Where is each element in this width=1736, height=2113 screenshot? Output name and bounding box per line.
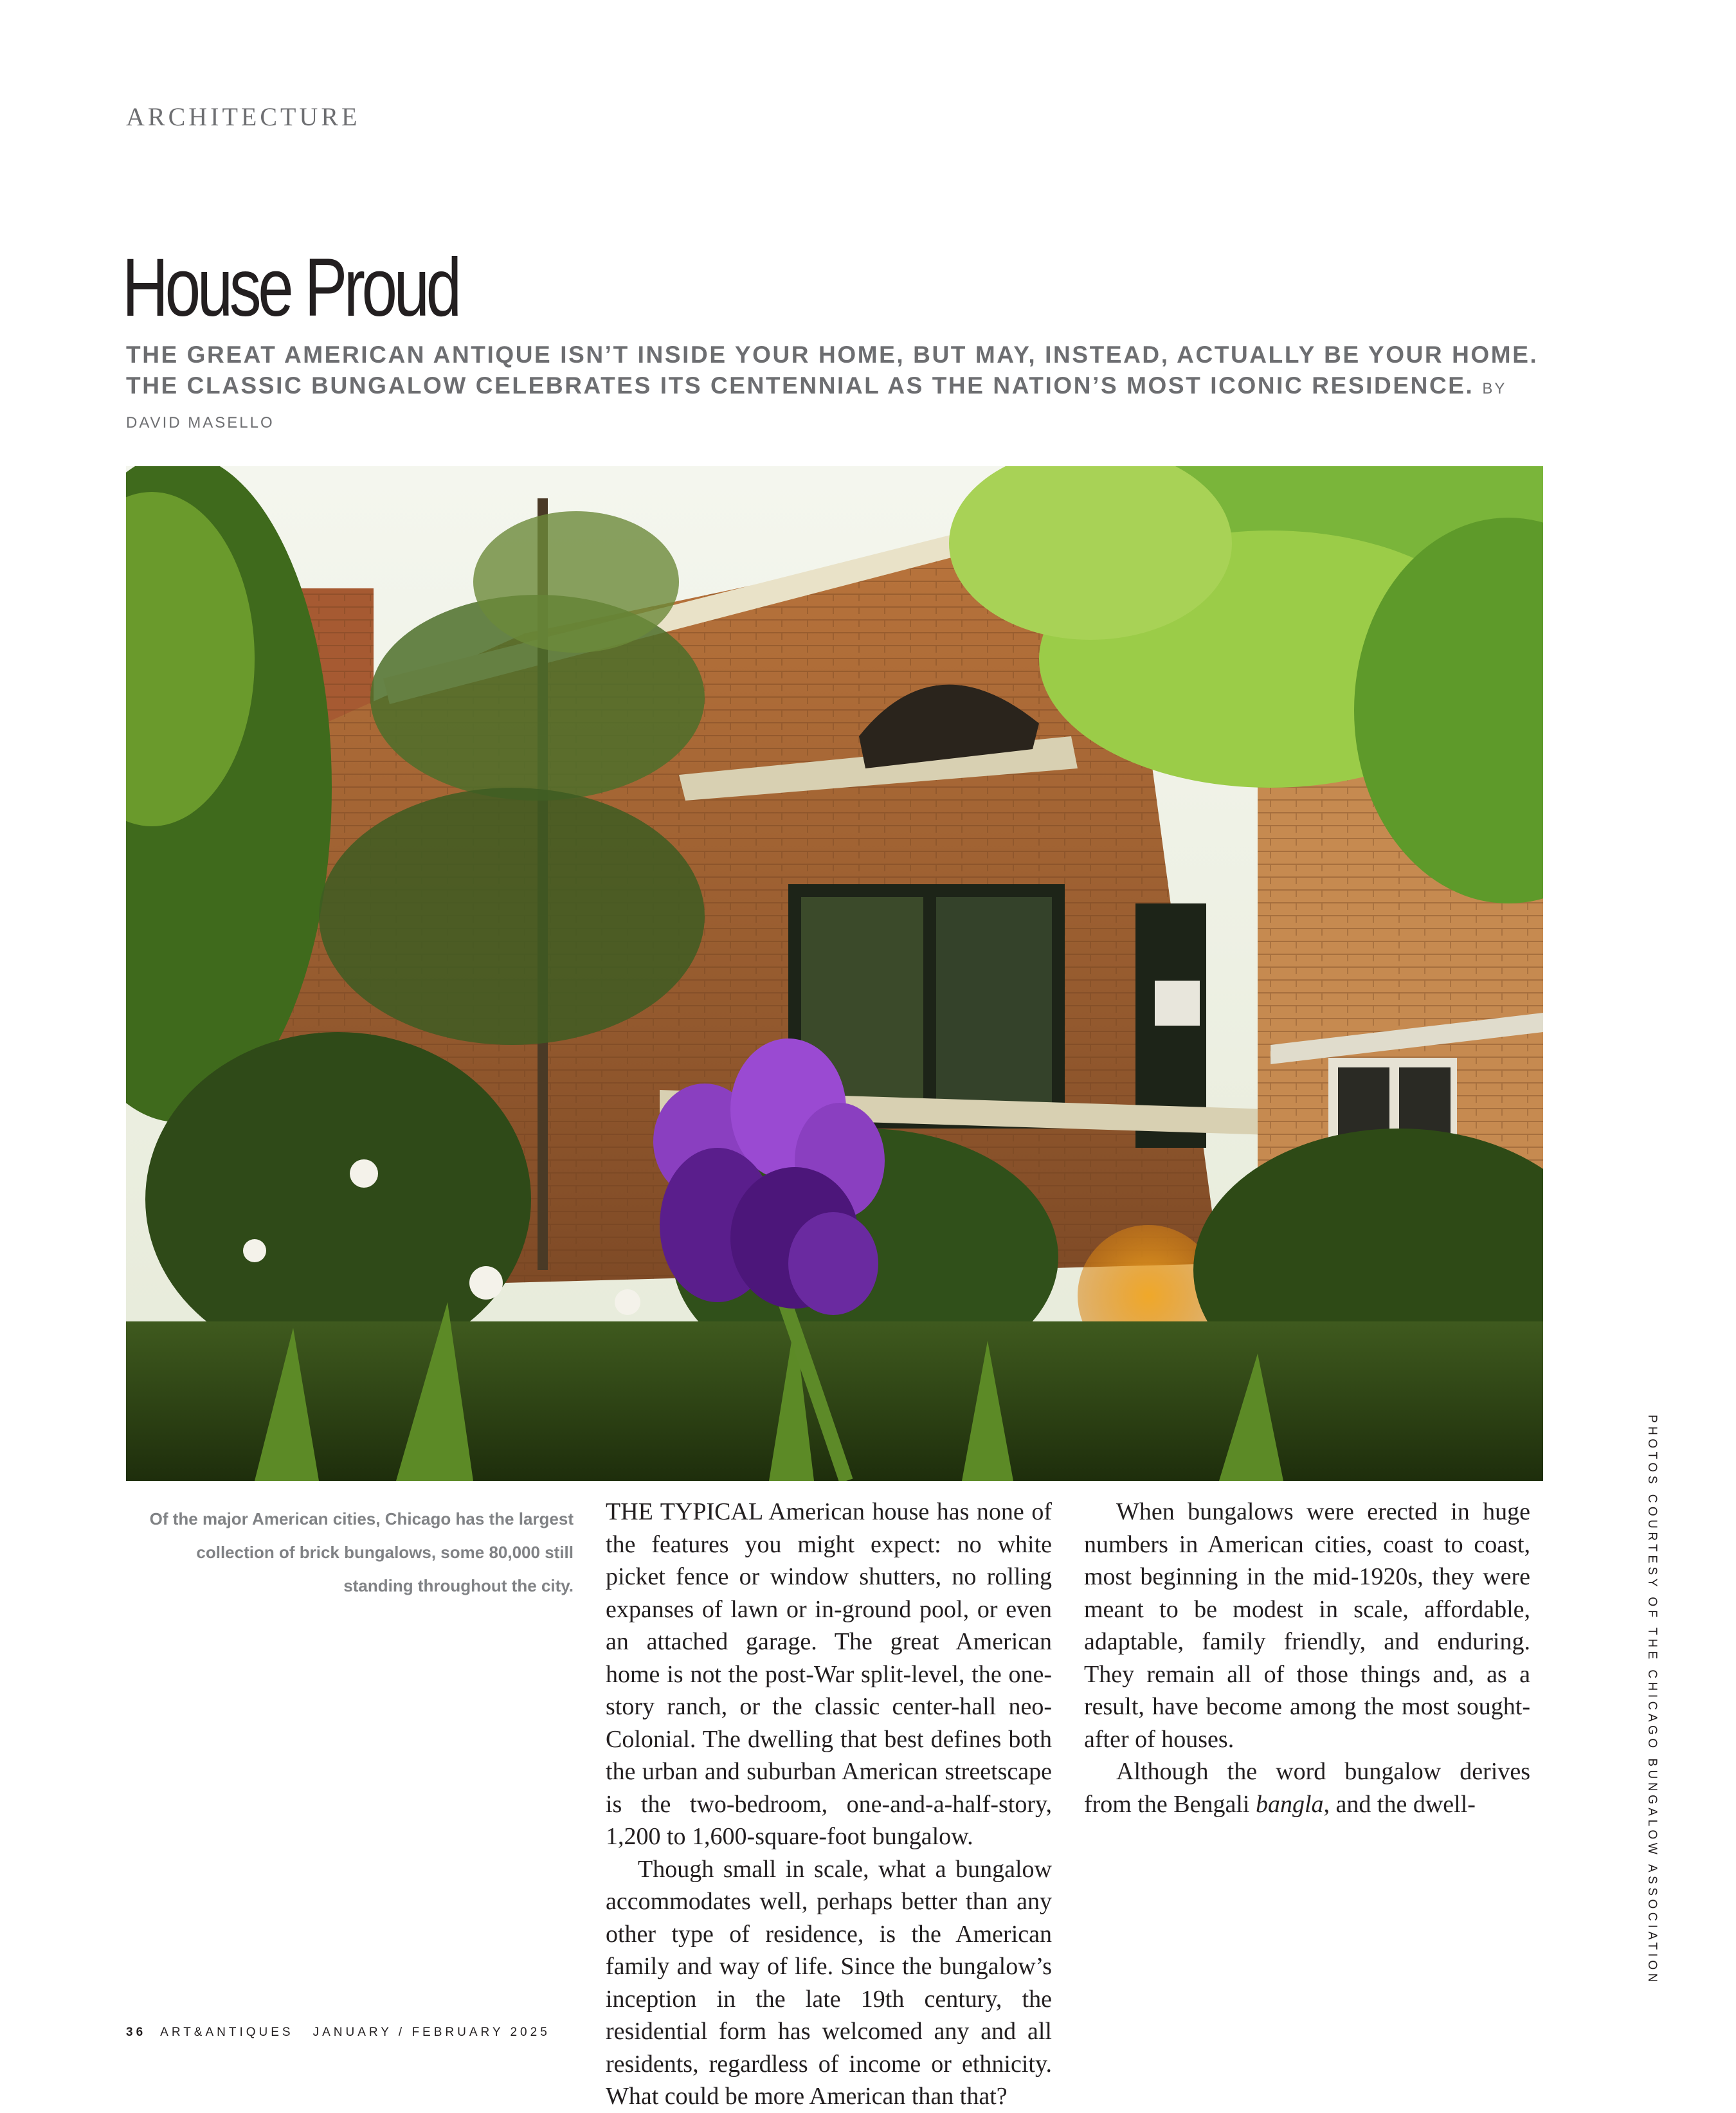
body-paragraph-4-emphasis: bangla <box>1255 1790 1324 1818</box>
body-paragraph-4-start: Although the word bungalow derives from the Bengali <box>1084 1758 1530 1818</box>
byline: BY DAVID MASELLO <box>126 380 1506 431</box>
body-paragraph-1: THE TYPICAL American house has none of the features you might expect: no white picket fence or window shutters, no rolling expanses of lawn or in-ground pool, or even an attached garage. The great American home is not the post-War split-level, the one-story ranch, or the classic center-hall neo-Colonial. The dwelling that best defines both the urban and suburban American streetscape is the two-bedroom, one-and-a-half-story, 1,200 to 1,600-square-foot bungalow. <box>606 1498 1052 1850</box>
page-number: 36 <box>126 2026 147 2039</box>
body-paragraph-3: When bungalows were erected in huge numbers in American cities, coast to coast, most beginning in the mid-1920s, they were meant to be modest in scale, affordable, adaptable, family friendly, and enduring. They remain all of those things and, as a result, have become among the most sought-after of houses. <box>1084 1498 1530 1753</box>
page-folio <box>126 2026 550 2040</box>
body-paragraph-4-end: , and the dwell- <box>1323 1790 1476 1818</box>
body-column-2 <box>1084 1496 1530 1820</box>
magazine-name: ART&ANTIQUES <box>160 2026 294 2039</box>
bungalow-photo <box>126 466 1543 1481</box>
body-column-1 <box>606 1496 1052 2113</box>
article-title: House Proud <box>122 242 458 334</box>
deck-text: THE GREAT AMERICAN ANTIQUE ISN’T INSIDE YOUR HOME, BUT MAY, INSTEAD, ACTUALLY BE YOUR HOME. THE CLASSIC BUNGALOW CELEBRATES ITS CENTENNIAL AS THE NATION’S MOST ICONIC RESIDENCE. <box>126 341 1539 399</box>
body-paragraph-2: Though small in scale, what a bungalow accommodates well, perhaps better than any other type of residence, is the American family and way of life. Since the bungalow’s inception in the late 19th century, the residential form has welcomed any and all residents, regardless of income or ethnicity. What could be more American than that? <box>606 1855 1052 2110</box>
section-label: ARCHITECTURE <box>126 102 361 131</box>
photo-credit: PHOTOS COURTESY OF THE CHICAGO BUNGALOW ASSOCIATION <box>1645 1415 1659 1986</box>
issue-date: JANUARY / FEBRUARY 2025 <box>312 2026 550 2039</box>
body-paragraph-4 <box>1084 1755 1530 1820</box>
photo-caption: Of the major American cities, Chicago has the largest collection of brick bungalows, some 80,000 still standing throughout the city. <box>149 1509 574 1595</box>
article-deck <box>126 340 1566 439</box>
